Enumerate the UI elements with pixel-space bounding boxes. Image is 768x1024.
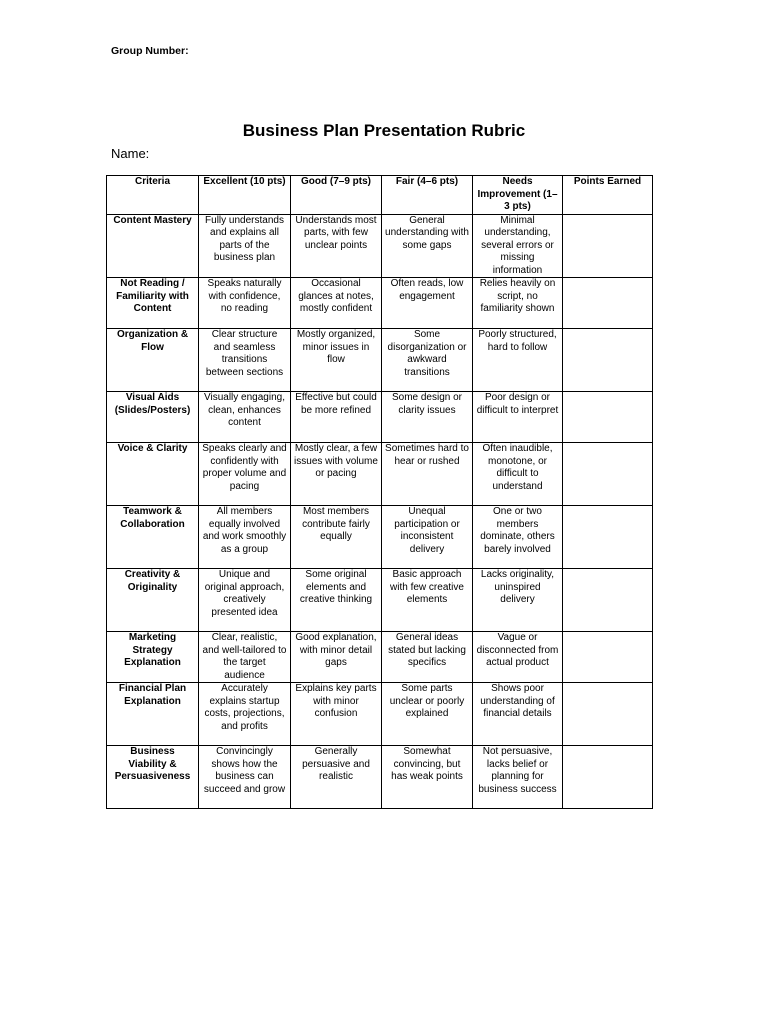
good-cell: Explains key parts with minor confusion	[291, 683, 382, 746]
good-cell: Mostly organized, minor issues in flow	[291, 329, 382, 392]
criteria-cell: Creativity & Originality	[107, 569, 199, 632]
fair-cell: General ideas stated but lacking specifics	[382, 632, 473, 683]
needs-improvement-cell: Poorly structured, hard to follow	[473, 329, 563, 392]
column-header-needs-improvement: Needs Improvement (1–3 pts)	[473, 176, 563, 215]
points-earned-cell[interactable]	[563, 506, 653, 569]
needs-improvement-cell: Not persuasive, lacks belief or planning for business success	[473, 746, 563, 809]
fair-cell: Sometimes hard to hear or rushed	[382, 443, 473, 506]
fair-cell: Unequal participation or inconsistent delivery	[382, 506, 473, 569]
table-row	[107, 632, 653, 683]
good-cell: Mostly clear, a few issues with volume or pacing	[291, 443, 382, 506]
excellent-cell: Accurately explains startup costs, projections, and profits	[199, 683, 291, 746]
excellent-cell: Speaks clearly and confidently with proper volume and pacing	[199, 443, 291, 506]
fair-cell: Some parts unclear or poorly explained	[382, 683, 473, 746]
column-header-excellent: Excellent (10 pts)	[199, 176, 291, 215]
table-header-row	[107, 176, 653, 215]
table-row	[107, 329, 653, 392]
excellent-cell: Visually engaging, clean, enhances content	[199, 392, 291, 443]
criteria-cell: Financial Plan Explanation	[107, 683, 199, 746]
excellent-cell: All members equally involved and work smoothly as a group	[199, 506, 291, 569]
needs-improvement-cell: Lacks originality, uninspired delivery	[473, 569, 563, 632]
excellent-cell: Clear structure and seamless transitions between sections	[199, 329, 291, 392]
fair-cell: Some disorganization or awkward transitions	[382, 329, 473, 392]
table-row	[107, 569, 653, 632]
good-cell: Occasional glances at notes, mostly confident	[291, 278, 382, 329]
criteria-cell: Not Reading / Familiarity with Content	[107, 278, 199, 329]
good-cell: Good explanation, with minor detail gaps	[291, 632, 382, 683]
table-row	[107, 392, 653, 443]
excellent-cell: Fully understands and explains all parts of the business plan	[199, 214, 291, 278]
excellent-cell: Speaks naturally with confidence, no reading	[199, 278, 291, 329]
table-row	[107, 278, 653, 329]
criteria-cell: Visual Aids (Slides/Posters)	[107, 392, 199, 443]
needs-improvement-cell: Minimal understanding, several errors or missing information	[473, 214, 563, 278]
points-earned-cell[interactable]	[563, 392, 653, 443]
table-row	[107, 443, 653, 506]
good-cell: Most members contribute fairly equally	[291, 506, 382, 569]
needs-improvement-cell: Vague or disconnected from actual product	[473, 632, 563, 683]
column-header-points-earned: Points Earned	[563, 176, 653, 215]
excellent-cell: Clear, realistic, and well-tailored to the target audience	[199, 632, 291, 683]
points-earned-cell[interactable]	[563, 443, 653, 506]
criteria-cell: Content Mastery	[107, 214, 199, 278]
points-earned-cell[interactable]	[563, 746, 653, 809]
needs-improvement-cell: Shows poor understanding of financial details	[473, 683, 563, 746]
group-number-label: Group Number:	[111, 45, 189, 57]
table-row	[107, 506, 653, 569]
document-title: Business Plan Presentation Rubric	[242, 121, 526, 140]
criteria-cell: Business Viability & Persuasiveness	[107, 746, 199, 809]
needs-improvement-cell: Relies heavily on script, no familiarity shown	[473, 278, 563, 329]
good-cell: Generally persuasive and realistic	[291, 746, 382, 809]
column-header-fair: Fair (4–6 pts)	[382, 176, 473, 215]
table-row	[107, 683, 653, 746]
points-earned-cell[interactable]	[563, 632, 653, 683]
criteria-cell: Organization & Flow	[107, 329, 199, 392]
fair-cell: Often reads, low engagement	[382, 278, 473, 329]
criteria-cell: Marketing Strategy Explanation	[107, 632, 199, 683]
points-earned-cell[interactable]	[563, 278, 653, 329]
points-earned-cell[interactable]	[563, 214, 653, 278]
needs-improvement-cell: Often inaudible, monotone, or difficult to understand	[473, 443, 563, 506]
table-row	[107, 214, 653, 278]
excellent-cell: Unique and original approach, creatively presented idea	[199, 569, 291, 632]
rubric-table	[106, 175, 653, 809]
fair-cell: General understanding with some gaps	[382, 214, 473, 278]
needs-improvement-cell: One or two members dominate, others barely involved	[473, 506, 563, 569]
points-earned-cell[interactable]	[563, 329, 653, 392]
table-row	[107, 746, 653, 809]
points-earned-cell[interactable]	[563, 683, 653, 746]
criteria-cell: Voice & Clarity	[107, 443, 199, 506]
criteria-cell: Teamwork & Collaboration	[107, 506, 199, 569]
good-cell: Effective but could be more refined	[291, 392, 382, 443]
excellent-cell: Convincingly shows how the business can succeed and grow	[199, 746, 291, 809]
column-header-good: Good (7–9 pts)	[291, 176, 382, 215]
name-label: Name:	[111, 146, 150, 161]
needs-improvement-cell: Poor design or difficult to interpret	[473, 392, 563, 443]
points-earned-cell[interactable]	[563, 569, 653, 632]
good-cell: Some original elements and creative thinking	[291, 569, 382, 632]
good-cell: Understands most parts, with few unclear points	[291, 214, 382, 278]
fair-cell: Some design or clarity issues	[382, 392, 473, 443]
fair-cell: Somewhat convincing, but has weak points	[382, 746, 473, 809]
fair-cell: Basic approach with few creative elements	[382, 569, 473, 632]
column-header-criteria: Criteria	[107, 176, 199, 215]
